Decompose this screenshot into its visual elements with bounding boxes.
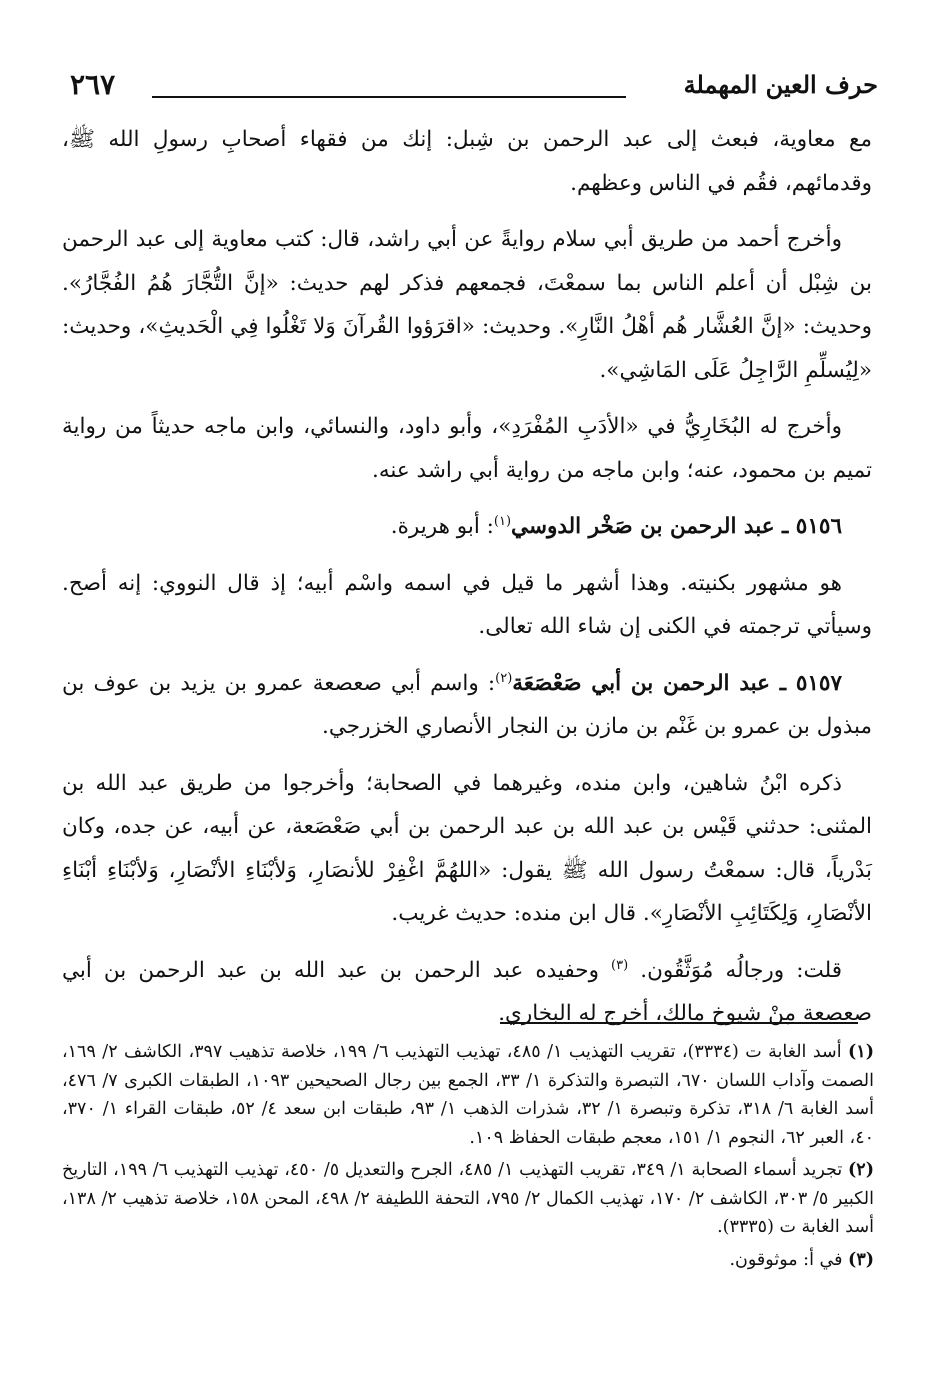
footnote-3-text: في أ: موثوقون. bbox=[729, 1249, 843, 1270]
page-number: ٢٦٧ bbox=[70, 68, 116, 101]
entry-5156 bbox=[62, 505, 872, 549]
paragraph-1: مع معاوية، فبعث إلى عبد الرحمن بن شِبل: إنك من فقهاء أصحابِ رسولِ الله ﷺ، وقدمائهم، فقُم في الناس وعظهم. bbox=[62, 127, 872, 196]
footnote-ref-3: (٣) bbox=[611, 957, 629, 973]
footnote-2-text: تجريد أسماء الصحابة ١/ ٣٤٩، تقريب التهذيب ١/ ٤٨٥، الجرح والتعديل ٥/ ٤٥٠، تهذيب التهذيب ٦/ ١٩٩، التاريخ الكبير ٥/ ٣٠٣، الكاشف ٢/ ١٧٠، تهذيب الكمال ٢/ ٧٩٥، التحفة اللطيفة ٢/ ٤٩٨، المحن ١٥٨، خلاصة تذهيب ٢/ ١٣٨، أسد الغابة ت (٣٣٣٥). bbox=[62, 1160, 874, 1237]
footnote-3 bbox=[62, 1246, 874, 1275]
paragraph-3: وأخرج له البُخَارِيُّ في «الأدَبِ المُفْرَدِ»، وأبو داود، والنسائي، وابن ماجه حديثاً من رواية تميم بن محمود، عنه؛ وابن ماجه من رواية أبي راشد عنه. bbox=[62, 414, 872, 483]
entry-5157 bbox=[62, 662, 872, 749]
footnote-ref-2: (٢) bbox=[495, 670, 513, 686]
entry-5156-text: : أبو هريرة. bbox=[390, 514, 494, 539]
paragraph-6-start: قلت: ورجالُه مُوَثَّقُون. bbox=[640, 957, 842, 983]
footnote-2-number: (٢) bbox=[848, 1160, 874, 1180]
footnote-2 bbox=[62, 1156, 874, 1242]
paragraph-6-end: وحفيده عبد الرحمن بن عبد الله بن عبد الرحمن بن أبي صعصعة مِنْ شيوخ مالك، أخرج له البخاري. bbox=[62, 957, 872, 1026]
entry-5157-text: : واسم أبي صعصعة عمرو بن يزيد بن عوف بن مبذول بن عمرو بن غَنْم بن مازن بن النجار الأنصاري الخزرجي. bbox=[62, 670, 872, 739]
paragraph-4: هو مشهور بكنيته. وهذا أشهر ما قيل في اسمه واسْم أبيه؛ إذ قال النووي: إنه أصح. وسيأتي ترجمته في الكنى إن شاء الله تعالى. bbox=[62, 570, 872, 639]
entry-5157-heading: ٥١٥٧ ـ عبد الرحمن بن أبي صَعْصَعَة bbox=[512, 670, 843, 696]
footnote-1 bbox=[62, 1038, 874, 1152]
footnote-3-number: (٣) bbox=[848, 1249, 874, 1270]
footnotes bbox=[62, 1038, 874, 1278]
page-header bbox=[70, 68, 878, 108]
header-rule bbox=[152, 96, 626, 98]
paragraph-2: وأخرج أحمد من طريق أبي سلام روايةً عن أبي راشد، قال: كتب معاوية إلى عبد الرحمن بن شِبْل أن أعلم الناس بما سمعْتَ، فجمعهم فذكر لهم حديث: «إنَّ التُّجَّارَ هُمُ الفُجَّارُ». وحديث: «إنَّ العُشَّار هُم أهْلُ النَّارِ». وحديث: «اقرَؤوا القُرآنَ وَلا تَغْلُوا فِي الْحَديثِ»، وحديث: «لِيُسلِّمِ الرَّاجِلُ عَلَى المَاشِي». bbox=[62, 227, 872, 383]
paragraph-5: ذكره ابْنُ شاهين، وابن منده، وغيرهما في الصحابة؛ وأخرجوا من طريق عبد الله بن المثنى: حدثني قَيْس بن عبد الله بن عبد الرحمن بن أبي صَعْصَعة، عن أبيه، عن جده، وكان بَدْرياً، قال: سمعْتُ رسول الله ﷺ يقول: «اللهُمَّ اغْفِرْ للأنصَارِ، وَلأبْنَاءِ الأنْصَارِ، وَلأبْنَاءِ أبْنَاءِ الأنْصَارِ، وَلِكَتَائِبِ الأنْصَارِ». قال ابن منده: حديث غريب. bbox=[62, 770, 872, 926]
footnote-1-text: أسد الغابة ت (٣٣٣٤)، تقريب التهذيب ١/ ٤٨٥، تهذيب التهذيب ٦/ ١٩٩، خلاصة تذهيب ٣٩٧، الكاشف ٢/ ١٦٩، الصمت وآداب اللسان ٦٧٠، التبصرة والتذكرة ١/ ٣٣، الجمع بين رجال الصحيحين ١٠٩٣، الطبقات الكبرى ٧/ ٤٧٦، أسد الغابة ٦/ ٣١٨، تذكرة وتبصرة ١/ ٣٢، شذرات الذهب ١/ ٩٣، طبقات ابن سعد ٤/ ٥٢، طبقات القراء ١/ ٣٧٠، ٤٠، العبر ٦٢، النجوم ١/ ١٥١، معجم طبقات الحفاظ ١٠٩. bbox=[62, 1042, 874, 1148]
footnote-ref-1: (١) bbox=[493, 513, 512, 529]
footnote-1-number: (١) bbox=[848, 1042, 874, 1062]
running-title: حرف العين المهملة bbox=[683, 70, 878, 99]
entry-5156-heading: ٥١٥٦ ـ عبد الرحمن بن صَخْر الدوسي bbox=[511, 514, 842, 539]
main-text bbox=[62, 118, 872, 1049]
footnote-rule bbox=[500, 1022, 858, 1024]
